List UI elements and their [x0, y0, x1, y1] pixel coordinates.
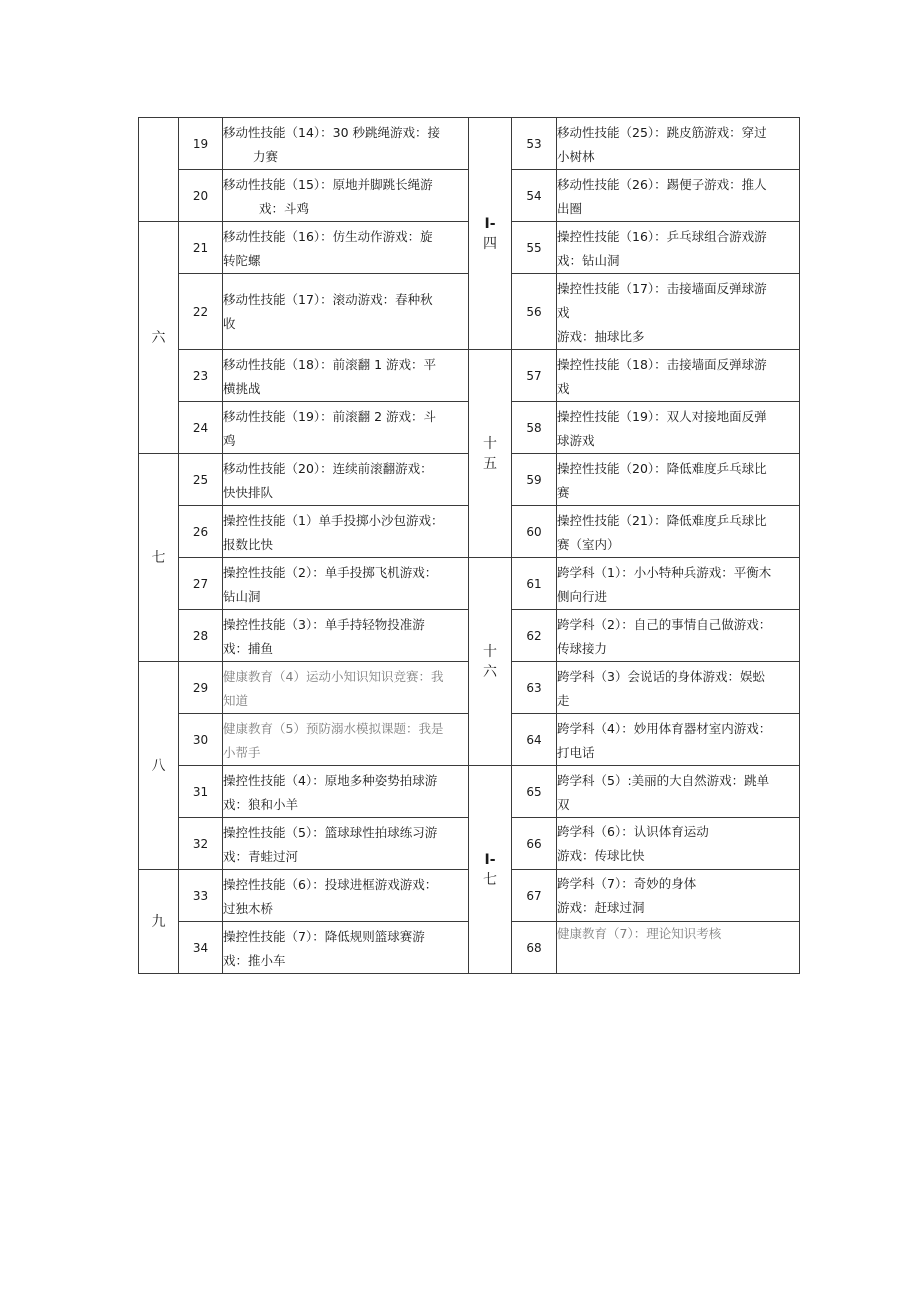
lesson-content: 操控性技能（20）：降低难度乒乓球比 赛 — [557, 454, 800, 506]
lesson-content: 移动性技能（25）：跳皮筋游戏：穿过 小树林 — [557, 118, 800, 170]
lesson-content: 移动性技能（16）：仿生动作游戏：旋 转陀螺 — [223, 222, 469, 274]
lesson-number: 57 — [512, 350, 557, 402]
lesson-number: 58 — [512, 402, 557, 454]
lesson-content: 移动性技能（14）：30 秒跳绳游戏：接 力赛 — [223, 118, 469, 170]
lesson-content: 操控性技能（7）：降低规则篮球赛游 戏：推小车 — [223, 922, 469, 974]
lesson-content: 操控性技能（3）：单手持轻物投准游 戏：捕鱼 — [223, 610, 469, 662]
lesson-content: 移动性技能（26）：踢便子游戏：推人 出圈 — [557, 170, 800, 222]
lesson-content: 操控性技能（6）：投球进框游戏游戏： 过独木桥 — [223, 870, 469, 922]
lesson-content: 操控性技能（17）：击接墙面反弹球游 戏 游戏：抽球比多 — [557, 274, 800, 350]
lesson-number: 29 — [179, 662, 223, 714]
week-cell: 十 五 — [469, 350, 512, 558]
lesson-content: 移动性技能（18）：前滚翻 1 游戏：平 横挑战 — [223, 350, 469, 402]
lesson-number: 59 — [512, 454, 557, 506]
lesson-number: 64 — [512, 714, 557, 766]
lesson-number: 55 — [512, 222, 557, 274]
lesson-content: 操控性技能（18）：击接墙面反弹球游 戏 — [557, 350, 800, 402]
lesson-number: 67 — [512, 870, 557, 922]
table-row — [139, 766, 800, 818]
lesson-number: 26 — [179, 506, 223, 558]
lesson-number: 30 — [179, 714, 223, 766]
table-row — [139, 558, 800, 610]
lesson-number: 21 — [179, 222, 223, 274]
week-cell-blank — [139, 118, 179, 222]
lesson-number: 62 — [512, 610, 557, 662]
lesson-number: 33 — [179, 870, 223, 922]
lesson-content: 移动性技能（15）：原地并脚跳长绳游 戏：斗鸡 — [223, 170, 469, 222]
lesson-number: 22 — [179, 274, 223, 350]
lesson-content: 操控性技能（2）：单手投掷飞机游戏： 钻山洞 — [223, 558, 469, 610]
table-row — [139, 118, 800, 170]
lesson-number: 34 — [179, 922, 223, 974]
lesson-content: 跨学科（3）会说话的身体游戏：娱蚣 走 — [557, 662, 800, 714]
lesson-number: 25 — [179, 454, 223, 506]
lesson-number: 31 — [179, 766, 223, 818]
lesson-content: 跨学科（2）：自己的事情自己做游戏： 传球接力 — [557, 610, 800, 662]
lesson-number: 27 — [179, 558, 223, 610]
lesson-number: 56 — [512, 274, 557, 350]
lesson-content: 跨学科（6）：认识体育运动 游戏：传球比快 — [557, 818, 800, 870]
lesson-content: 健康教育（5）预防溺水模拟课题：我是 小帮手 — [223, 714, 469, 766]
lesson-number: 19 — [179, 118, 223, 170]
lesson-content: 操控性技能（19）：双人对接地面反弹 球游戏 — [557, 402, 800, 454]
week-cell: I- 四 — [469, 118, 512, 350]
lesson-number: 54 — [512, 170, 557, 222]
lesson-number: 23 — [179, 350, 223, 402]
lesson-content: 操控性技能（21）：降低难度乒乓球比 赛（室内） — [557, 506, 800, 558]
lesson-content: 跨学科（5）:美丽的大自然游戏：跳单 双 — [557, 766, 800, 818]
week-cell: I- 七 — [469, 766, 512, 974]
lesson-number: 61 — [512, 558, 557, 610]
lesson-content: 移动性技能（19）：前滚翻 2 游戏：斗 鸡 — [223, 402, 469, 454]
lesson-number: 66 — [512, 818, 557, 870]
lesson-number: 63 — [512, 662, 557, 714]
lesson-content: 移动性技能（17）：滚动游戏：春种秋 收 — [223, 274, 469, 350]
lesson-number: 68 — [512, 922, 557, 974]
schedule-table — [138, 117, 800, 974]
lesson-number: 20 — [179, 170, 223, 222]
week-cell: 六 — [139, 222, 179, 454]
lesson-number: 28 — [179, 610, 223, 662]
lesson-number: 53 — [512, 118, 557, 170]
lesson-number: 60 — [512, 506, 557, 558]
lesson-number: 65 — [512, 766, 557, 818]
week-cell: 十 六 — [469, 558, 512, 766]
week-cell: 九 — [139, 870, 179, 974]
table-row — [139, 350, 800, 402]
lesson-content: 跨学科（1）：小小特种兵游戏：平衡木 侧向行进 — [557, 558, 800, 610]
lesson-content: 健康教育（7）：理论知识考核 — [557, 922, 800, 974]
lesson-content: 操控性技能（1）单手投掷小沙包游戏： 报数比快 — [223, 506, 469, 558]
lesson-content: 健康教育（4）运动小知识知识竞赛：我 知道 — [223, 662, 469, 714]
lesson-content: 跨学科（4）：妙用体育器材室内游戏： 打电话 — [557, 714, 800, 766]
lesson-content: 操控性技能（16）：乒乓球组合游戏游 戏：钻山洞 — [557, 222, 800, 274]
lesson-content: 操控性技能（4）：原地多种姿势拍球游 戏：狼和小羊 — [223, 766, 469, 818]
lesson-number: 32 — [179, 818, 223, 870]
lesson-number: 24 — [179, 402, 223, 454]
lesson-content: 操控性技能（5）：篮球球性拍球练习游 戏：青蛙过河 — [223, 818, 469, 870]
lesson-content: 移动性技能（20）：连续前滚翻游戏： 快快排队 — [223, 454, 469, 506]
week-cell: 八 — [139, 662, 179, 870]
week-cell: 七 — [139, 454, 179, 662]
lesson-content: 跨学科（7）：奇妙的身体 游戏：赶球过洞 — [557, 870, 800, 922]
